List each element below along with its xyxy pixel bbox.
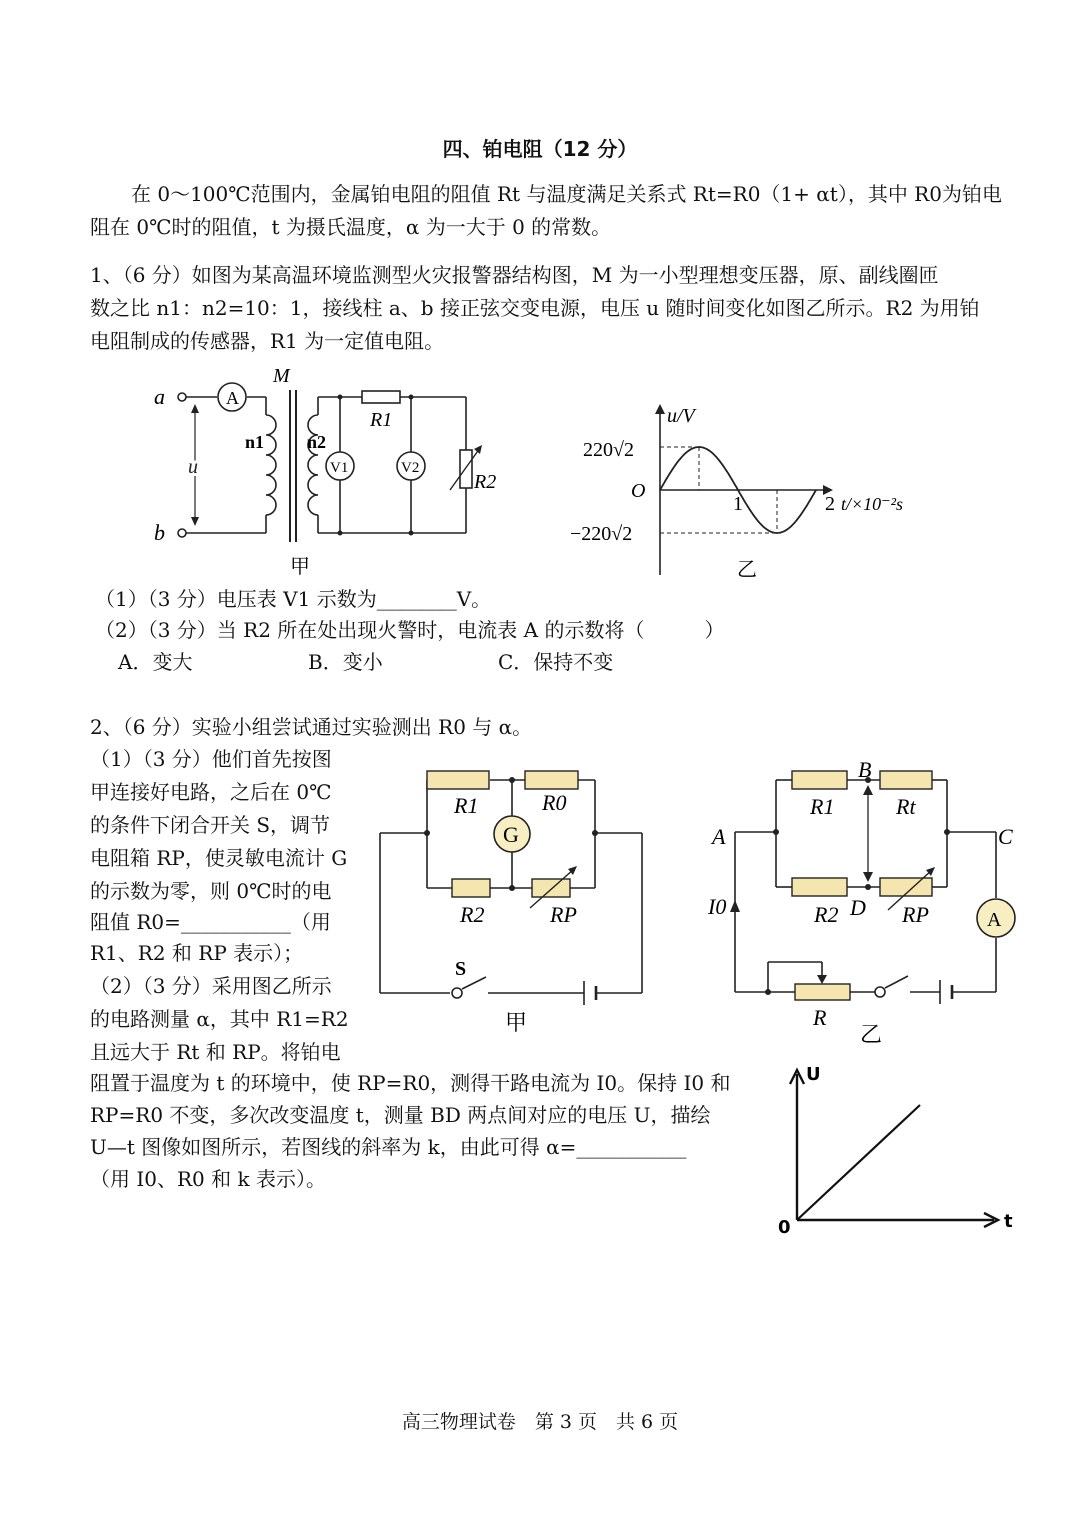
page-footer: 高三物理试卷 第 3 页 共 6 页	[401, 1411, 679, 1433]
q2-jia-label-S: S	[455, 958, 467, 980]
intro-line-2: 阻在 0℃时的阻值，t 为摄氏温度，α 为一大于 0 的常数。	[90, 215, 612, 239]
q2-resistor-R0	[525, 771, 578, 789]
q1-graph-tick-pos: 220√2	[583, 439, 634, 461]
q2-stem: 2、（6 分）实验小组尝试通过实验测出 R0 与 α。	[90, 715, 533, 739]
q2-left-line-2: 甲连接好电路，之后在 0℃	[90, 780, 332, 804]
q2-graph-origin: 0	[778, 1217, 791, 1238]
q1-stem-line-3: 电阻制成的传感器，R1 为一定值电阻。	[90, 329, 445, 353]
q2-graph-xlabel: t	[1004, 1211, 1013, 1232]
q2-yi-resistor-R1	[792, 771, 847, 789]
q2-left-line-6: 阻值 R0=___________（用	[90, 910, 331, 934]
q2-left-line-7: R1、R2 和 RP 表示）；	[90, 941, 304, 965]
q2-yi-label-I0: I0	[708, 894, 727, 919]
q2-resistor-R2	[452, 879, 490, 897]
q2-jia-label-R2: R2	[460, 902, 485, 927]
q1-label-M: M	[273, 365, 290, 387]
q2-yi-label-R1: R1	[810, 794, 835, 819]
q1-graph-ylabel: u/V	[667, 405, 695, 427]
q2-yi-label-R2: R2	[814, 902, 839, 927]
q1-label-n1: n1	[245, 432, 265, 452]
q1-graph-tick-neg: −220√2	[570, 523, 633, 545]
q1-sub1: （1）（3 分）电压表 V1 示数为________V。	[95, 587, 492, 611]
q2-left-line-1: （1）（3 分）他们首先按图	[90, 747, 332, 771]
q2-left-line-5: 的示数为零，则 0℃时的电	[90, 879, 332, 903]
q1-ammeter-label: A	[226, 388, 239, 408]
q2-yi-label-A: A	[712, 824, 726, 849]
q2-yi-label-R: R	[813, 1005, 827, 1030]
section-title: 四、铂电阻（12 分）	[442, 137, 638, 161]
q2-resistor-R1	[427, 771, 489, 789]
q1-voltage-graph	[565, 400, 945, 585]
q2-left-line-10: 且远大于 Rt 和 RP。将铂电	[90, 1040, 341, 1064]
q1-voltmeter2-label: V2	[401, 460, 420, 476]
q1-option-b: B．变小	[308, 650, 383, 674]
q2-jia-label-R1: R1	[454, 793, 479, 818]
q2-yi-resistor-Rt	[880, 771, 932, 789]
q2-u-t-graph	[770, 1060, 1030, 1240]
q1-label-b: b	[154, 520, 165, 545]
q2-yi-label-D: D	[850, 895, 866, 920]
q2-left-line-4: 电阻箱 RP，使灵敏电流计 G	[90, 846, 348, 870]
q1-label-n2: n2	[307, 432, 327, 452]
q1-option-c: C．保持不变	[498, 650, 614, 674]
q1-graph-xlabel: t/×10⁻²s	[841, 494, 904, 514]
q1-voltmeter1-label: V1	[330, 460, 349, 476]
q2-jia-label-R0: R0	[542, 790, 567, 815]
q1-label-a: a	[154, 384, 165, 409]
q2-bridge-circuit-yi	[700, 752, 1030, 1052]
q2-graph-ylabel: U	[806, 1064, 821, 1085]
q2-fig-jia-caption: 甲	[505, 1010, 528, 1035]
q2-fig-yi-caption: 乙	[860, 1022, 883, 1047]
q2-bottom-line-1: 阻置于温度为 t 的环境中，使 RP=R0，测得干路电流为 I0。保持 I0 和	[90, 1071, 731, 1095]
q2-yi-label-Rt: Rt	[896, 794, 916, 819]
switch-icon	[452, 988, 462, 998]
q2-yi-label-C: C	[998, 824, 1013, 849]
q2-resistor-RP	[532, 879, 570, 897]
q2-bottom-line-3: U—t 图像如图所示，若图线的斜率为 k，由此可得 α=___________	[90, 1135, 687, 1159]
q2-jia-label-RP: RP	[550, 902, 577, 927]
q2-yi-label-B: B	[858, 757, 872, 782]
q2-yi-resistor-R2	[792, 878, 847, 896]
q1-label-R2: R2	[474, 471, 497, 493]
q2-left-line-8: （2）（3 分）采用图乙所示	[90, 974, 332, 998]
q1-stem-line-1: 1、（6 分）如图为某高温环境监测型火灾报警器结构图，M 为一小型理想变压器，原、副线圈匝	[90, 263, 939, 287]
q1-stem-line-2: 数之比 n1：n2=10：1，接线柱 a、b 接正弦交变电源，电压 u 随时间变化如图乙所示。R2 为用铂	[90, 296, 980, 320]
q2-yi-rheostat-R	[795, 984, 850, 1000]
q2-bridge-circuit-jia	[370, 755, 660, 1045]
q2-left-line-9: 的电路测量 α，其中 R1=R2	[90, 1007, 349, 1031]
q2-bottom-line-2: RP=R0 不变，多次改变温度 t，测量 BD 两点间对应的电压 U，描绘	[90, 1103, 711, 1127]
q2-yi-label-RP: RP	[902, 902, 929, 927]
q1-sub2: （2）（3 分）当 R2 所在处出现火警时，电流表 A 的示数将（ ）	[95, 618, 725, 642]
q1-fig-yi-caption: 乙	[737, 559, 757, 581]
q2-u-t-line	[797, 1105, 920, 1220]
q2-left-line-3: 的条件下闭合开关 S，调节	[90, 813, 331, 837]
q2-yi-ammeter-label: A	[987, 909, 1002, 931]
q1-fig-jia-caption: 甲	[290, 556, 310, 578]
q2-bottom-line-4: （用 I0、R0 和 k 表示）。	[90, 1167, 326, 1191]
q1-label-R1: R1	[370, 409, 393, 431]
q1-label-u: u	[188, 456, 198, 478]
q1-graph-tick-2: 2	[825, 493, 835, 515]
switch-icon	[875, 987, 885, 997]
q1-graph-origin: O	[631, 480, 646, 502]
intro-line-1: 在 0～100℃范围内，金属铂电阻的阻值 Rt 与温度满足关系式 Rt=R0（1+ αt），其中 R0为铂电	[131, 182, 1002, 206]
q1-graph-tick-1: 1	[733, 493, 743, 515]
q1-option-a: A．变大	[118, 650, 193, 674]
q1-transformer-circuit	[140, 360, 520, 585]
q2-jia-label-G: G	[503, 822, 519, 847]
